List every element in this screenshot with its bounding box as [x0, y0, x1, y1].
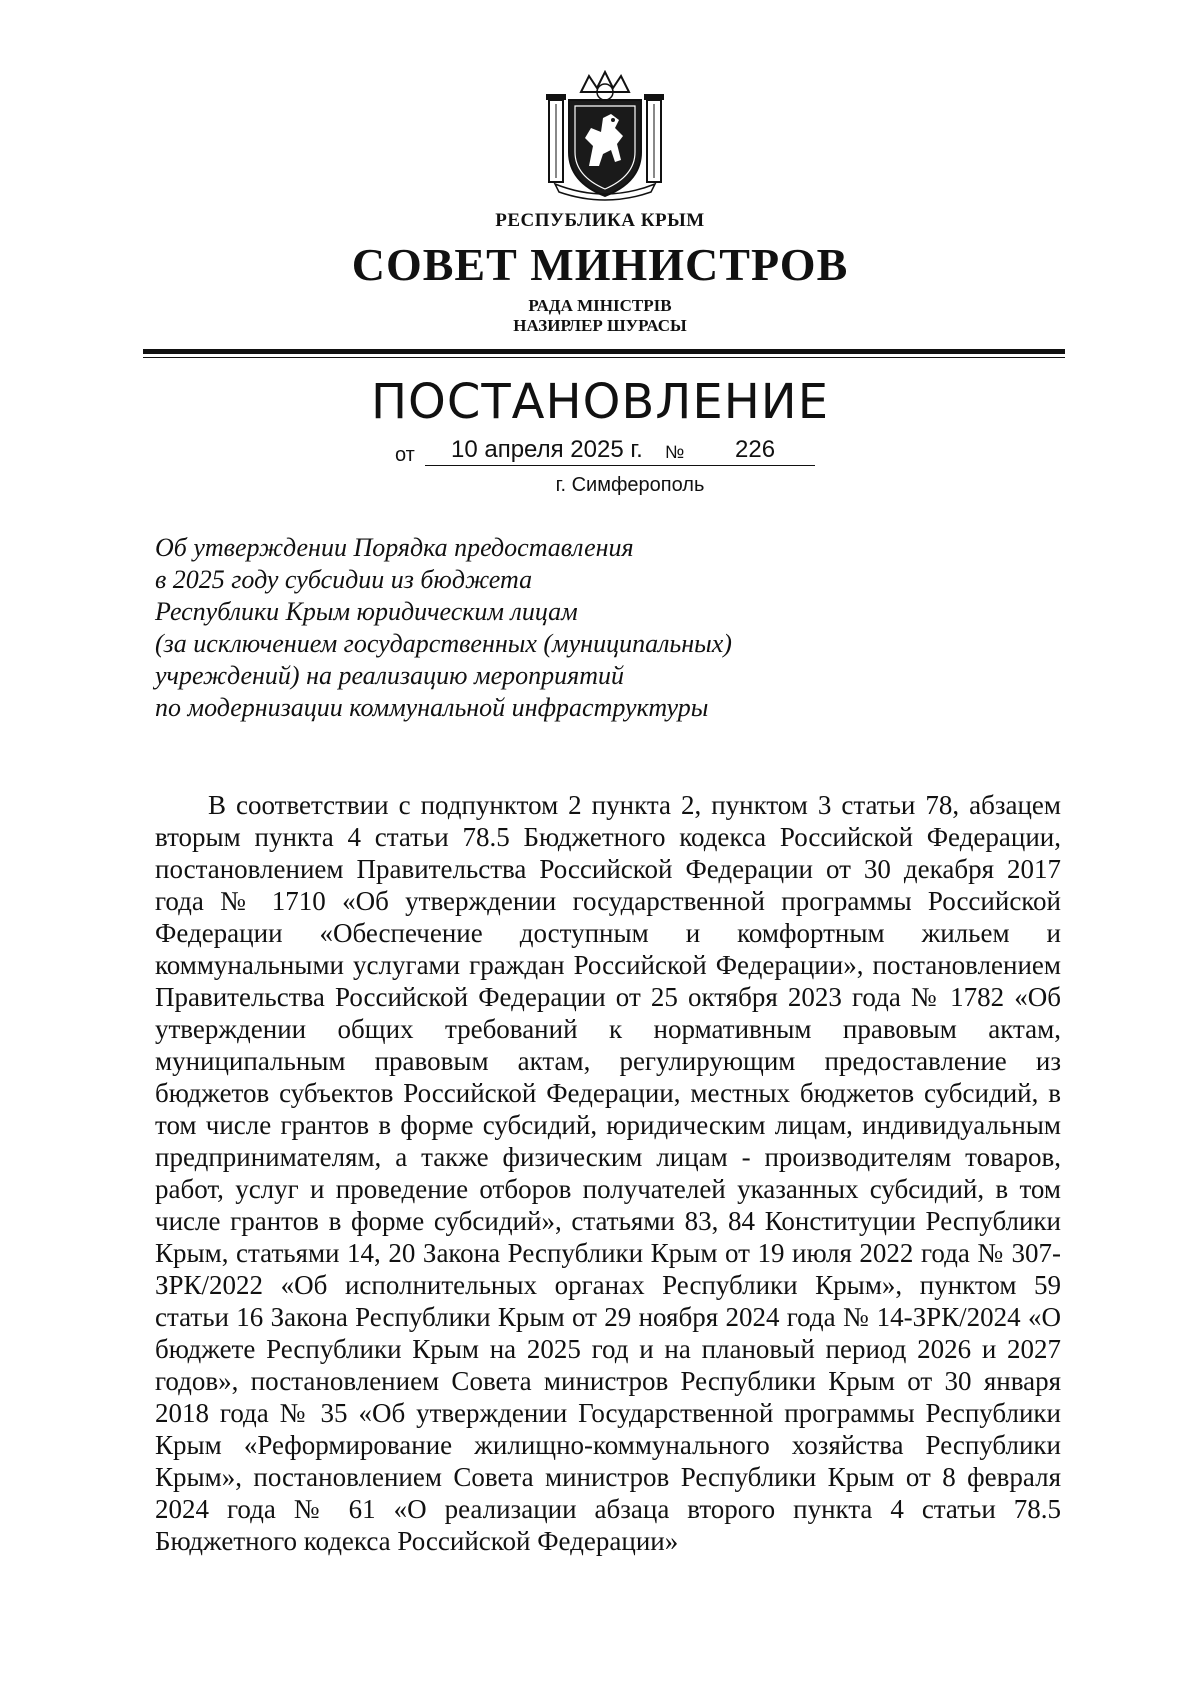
body-paragraph: В соответствии с подпунктом 2 пункта 2, пунктом 3 статьи 78, абзацем вторым пункта 4 статьи 78.5 Бюджетного кодекса Российской Федерации, постановлением Правительства Российской Федерации от 30 декабря 2017 года № 1710 «Об утверждении государственной программы Российской Федерации «Обеспечение доступным и комфортным жильем и коммунальными услугами граждан Российской Федерации», постановлением Правительства Российской Федерации от 25 октября 2023 года № 1782 «Об утверждении общих требований к нормативным правовым актам, муниципальным правовым актам, регулирующим предоставление из бюджетов субъектов Российской Федерации, местных бюджетов субсидий, в том числе грантов в форме субсидий, юридическим лицам, индивидуальным предпринимателям, а также физическим лицам - производителям товаров, работ, услуг и проведение отборов получателей указанных субсидий, в том числе грантов в форме субсидий», статьями 83, 84 Конституции Республики Крым, статьями 14, 20 Закона Республики Крым от 19 июля 2022 года № 307-ЗРК/2022 «Об исполнительных органах Республики Крым», пунктом 59 статьи 16 Закона Республики Крым от 29 ноября 2024 года № 14-ЗРК/2024 «О бюджете Республики Крым на 2025 год и на плановый период 2026 и 2027 годов», постановлением Совета министров Республики Крым от 30 января 2018 года № 35 «Об утверждении Государственной программы Республики Крым «Реформирование жилищно-коммунального хозяйства Республики Крым», постановлением Совета министров Республики Крым от 8 февраля 2024 года № 61 «О реализации абзаца второго пункта 4 статьи 78.5 Бюджетного кодекса Российской Федерации»	[155, 790, 1061, 1556]
title-line: учреждений) на реализацию мероприятий	[155, 661, 624, 690]
date-prefix: от	[395, 444, 415, 466]
header-divider-thick	[143, 349, 1065, 354]
council-name: СОВЕТ МИНИСТРОВ	[351, 239, 849, 290]
council-name-uk: РАДА МІНІСТРІВ	[528, 296, 672, 315]
decree-city: г. Симферополь	[555, 474, 705, 496]
decree-type: ПОСТАНОВЛЕНИЕ	[370, 374, 830, 430]
number-sign: №	[665, 442, 685, 462]
decree-number: 226	[735, 436, 776, 463]
title-line: по модернизации коммунальной инфраструктуры	[155, 693, 709, 722]
decree-dateline	[395, 436, 815, 466]
republic-name: РЕСПУБЛИКА КРЫМ	[495, 210, 705, 231]
decree-title	[155, 532, 955, 724]
header-divider-thin	[143, 357, 1065, 358]
title-line: (за исключением государственных (муниципальных)	[155, 629, 732, 658]
dateline-underline	[425, 465, 815, 466]
title-line: в 2025 году субсидии из бюджета	[155, 565, 533, 594]
title-line: Республики Крым юридическим лицам	[155, 597, 578, 626]
coat-of-arms-icon	[545, 70, 665, 202]
council-name-crh: НАЗИРЛЕР ШУРАСЫ	[513, 316, 687, 335]
decree-date: 10 апреля 2025 г.	[451, 436, 643, 463]
title-line: Об утверждении Порядка предоставления	[155, 533, 634, 562]
